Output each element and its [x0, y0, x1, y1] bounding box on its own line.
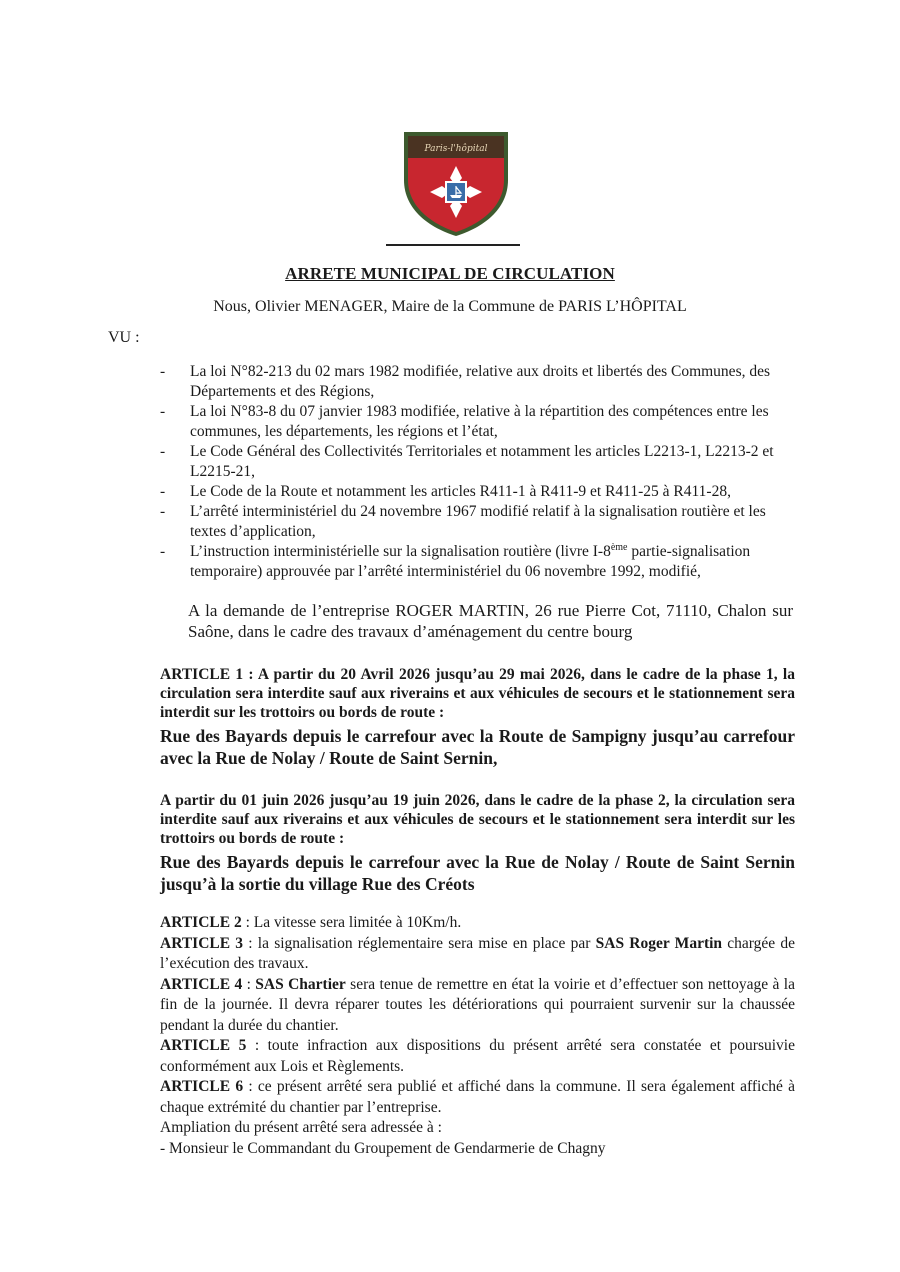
recipient-line: - Monsieur le Commandant du Groupement de Gendarmerie de Chagny	[160, 1139, 606, 1157]
reference-text: L’arrêté interministériel du 24 novembre 1967 modifié relatif à la signalisation routière et les textes d’application,	[190, 503, 766, 540]
article-2-label: ARTICLE 2	[160, 914, 242, 931]
list-dash: -	[160, 443, 166, 460]
article-6-text: : ce présent arrêté sera publié et affiché dans la commune. Il sera également affiché à chaque extrémité du chantier par l’entreprise.	[160, 1078, 795, 1116]
crest-banner-text: Paris-l'hôpital	[424, 144, 488, 154]
article-5-text: : toute infraction aux dispositions du présent arrêté sera constatée et poursuivie conformément aux Lois et Règlements.	[160, 1037, 795, 1075]
article-3-label: ARTICLE 3	[160, 934, 244, 952]
list-dash: -	[160, 543, 166, 560]
municipal-coat-of-arms	[400, 130, 512, 238]
article-4-separator: :	[242, 975, 256, 993]
page-title: ARRETE MUNICIPAL DE CIRCULATION	[285, 264, 615, 283]
mayor-statement	[0, 298, 900, 316]
article-5	[160, 1036, 795, 1077]
article-1-phase-2: A partir du 01 juin 2026 jusqu’au 19 juin 2026, dans le cadre de la phase 2, la circulation sera interdite sauf aux riverains et aux véhicules de secours et le stationnement sera interdit sur les trottoirs ou bords de route :	[160, 792, 795, 847]
article-1-label: ARTICLE 1	[160, 666, 244, 683]
list-dash: -	[160, 403, 166, 420]
reference-text: Le Code Général des Collectivités Territoriales et notamment les articles L2213-1, L2213-2 et L2215-21,	[190, 443, 774, 480]
reference-text: Le Code de la Route et notamment les articles R411-1 à R411-9 et R411-25 à R411-28,	[190, 483, 731, 500]
legal-references-list	[160, 362, 800, 582]
article-5-label: ARTICLE 5	[160, 1037, 247, 1054]
article-3	[160, 934, 795, 975]
article-1-phase-1	[160, 665, 795, 722]
article-2	[160, 913, 795, 934]
phase-2-street: Rue des Bayards depuis le carrefour avec la Rue de Nolay / Route de Saint Sernin jusqu’à la sortie du village Rue des Créots	[160, 852, 795, 894]
list-item	[160, 442, 800, 482]
mayor-statement-text: Nous, Olivier MENAGER, Maire de la Commune de PARIS L’HÔPITAL	[213, 298, 687, 315]
article-3-text: : la signalisation réglementaire sera mise en place par	[243, 934, 596, 952]
article-6-label: ARTICLE 6	[160, 1078, 244, 1095]
reference-text: La loi N°83-8 du 07 janvier 1983 modifiée, relative à la répartition des compétences entre les communes, les départements, les régions et l’état,	[190, 403, 769, 440]
ampliation-line: Ampliation du présent arrêté sera adressée à :	[160, 1119, 442, 1136]
list-item	[160, 482, 800, 502]
article-2-text: : La vitesse sera limitée à 10Km/h.	[241, 914, 462, 931]
phase-1-street: Rue des Bayards depuis le carrefour avec la Route de Sampigny jusqu’au carrefour avec la Rue de Nolay / Route de Saint Sernin,	[160, 726, 795, 768]
request-paragraph: A la demande de l’entreprise ROGER MARTIN, 26 rue Pierre Cot, 71110, Chalon sur Saône, dans le cadre des travaux d’aménagement du centre bourg	[188, 601, 793, 641]
list-item	[160, 362, 800, 402]
list-dash: -	[160, 483, 166, 500]
list-item	[160, 402, 800, 442]
article-1-text: : A partir du 20 Avril 2026 jusqu’au 29 mai 2026, dans le cadre de la phase 1, la circulation sera interdite sauf aux riverains et aux véhicules de secours et le stationnement sera interdit sur les trottoirs ou bords de route :	[160, 666, 795, 721]
article-4-company: SAS Chartier	[255, 975, 346, 993]
list-dash: -	[160, 503, 166, 520]
article-3-tail: chargée de l’exécution des travaux.	[160, 934, 795, 972]
list-item	[160, 502, 800, 542]
article-4-text: sera tenue de remettre en état la voirie et d’effectuer son nettoyage à la fin de la journée. Il devra réparer toutes les détériorations qui pourraient survenir sur la chaussée pendant la durée du chantier.	[160, 975, 795, 1034]
vu-label: VU :	[108, 329, 140, 346]
article-3-company: SAS Roger Martin	[595, 934, 723, 952]
list-dash: -	[160, 363, 166, 380]
superscript: ème	[610, 541, 628, 553]
list-item	[160, 542, 800, 582]
article-4-label: ARTICLE 4	[160, 975, 243, 993]
articles-section	[160, 913, 795, 1159]
article-6	[160, 1077, 795, 1118]
reference-text: L’instruction interministérielle sur la signalisation routière (livre I-8	[190, 543, 611, 560]
reference-text: La loi N°82-213 du 02 mars 1982 modifiée, relative aux droits et libertés des Communes, des Départements et des Régions,	[190, 363, 771, 400]
reference-text: partie-signalisation temporaire) approuvée par l’arrêté interministériel du 06 novembre 1992, modifié,	[190, 543, 751, 580]
header-divider	[386, 244, 520, 246]
article-4	[160, 975, 795, 1037]
